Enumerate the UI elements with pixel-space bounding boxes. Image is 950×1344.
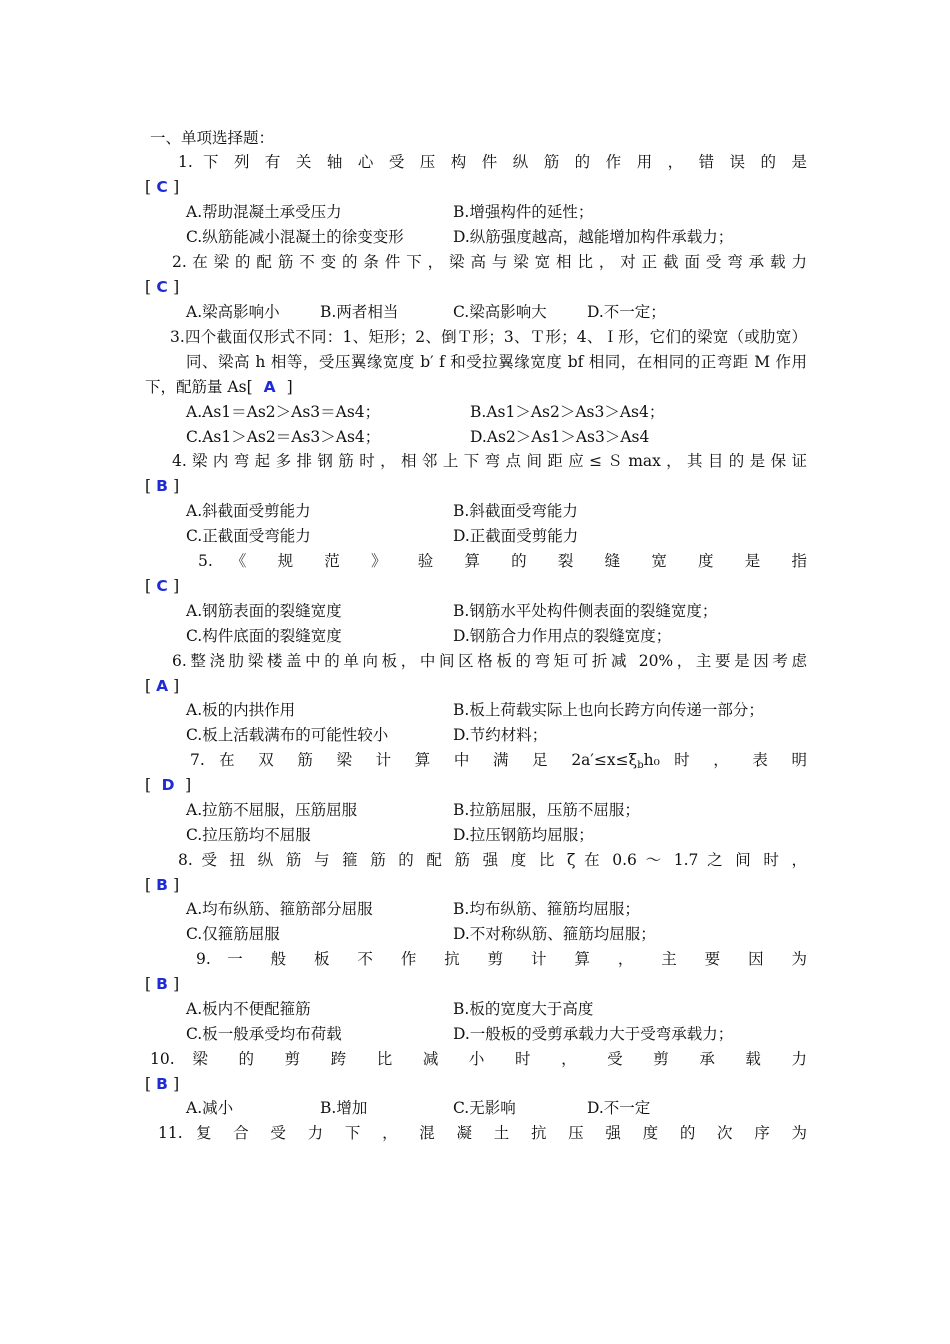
question-7-answer: D: [161, 776, 175, 794]
question-3-option-b: B.As1＞As2＞As3＞As4；: [470, 403, 665, 421]
question-5-answer: C: [156, 577, 168, 595]
bracket-close: ]: [286, 378, 293, 396]
question-9-answer: B: [156, 975, 168, 993]
question-6-option-d: D.节约材料；: [453, 726, 548, 744]
question-5-option-c: C.构件底面的裂缝宽度: [186, 627, 342, 645]
question-8-answer: B: [156, 876, 168, 894]
question-4-answer: B: [156, 477, 168, 495]
bracket-close: ]: [173, 1075, 180, 1093]
question-6-stem: 6.整浇肋梁楼盖中的单向板，中间区格板的弯矩可折减 20%，主要是因考虑: [172, 652, 807, 670]
question-1-option-a: A.帮助混凝土承受压力: [186, 203, 342, 221]
question-7-option-d: D.拉压钢筋均屈服；: [453, 826, 594, 844]
question-5-option-d: D.钢筋合力作用点的裂缝宽度；: [453, 627, 672, 645]
question-3-option-a: A.As1＝As2＞As3＝As4；: [186, 403, 381, 421]
question-3-line-3: [145, 375, 807, 399]
question-10-option-b: B.增加: [320, 1099, 368, 1117]
question-4-option-d: D.正截面受剪能力: [453, 527, 579, 545]
question-2-option-b: B.两者相当: [320, 303, 399, 321]
question-8-option-a: A.均布纵筋、箍筋部分屈服: [186, 900, 373, 918]
question-5-stem: 5. 《 规 范 》 验 算 的 裂 缝 宽 度 是 指: [198, 552, 807, 570]
question-8-stem: 8. 受 扭 纵 筋 与 箍 筋 的 配 筋 强 度 比 ζ 在 0.6 ～ 1.7 之 间 时 ，: [178, 851, 807, 869]
question-4-stem: 4. 梁 内 弯 起 多 排 钢 筋 时 ， 相 邻 上 下 弯 点 间 距 应 ≤ Ｓ max ， 其 目 的 是 保 证: [172, 452, 807, 470]
bracket-open: [: [145, 776, 152, 794]
question-2-option-d: D.不一定；: [587, 303, 666, 321]
question-10-option-d: D.不一定: [587, 1099, 651, 1117]
bracket-open: [: [145, 577, 152, 595]
question-7-stem-sub: b: [637, 760, 644, 771]
bracket-close: ]: [173, 477, 180, 495]
question-7-option-a: A.拉筋不屈服，压筋屈服: [186, 801, 358, 819]
question-3-stem-end: 下，配筋量 As: [145, 378, 247, 396]
question-8-answer-bracket: [145, 873, 807, 897]
question-7-answer-bracket: [145, 773, 807, 797]
question-9-option-b: B.板的宽度大于高度: [453, 1000, 594, 1018]
question-9-stem: 9. 一 般 板 不 作 抗 剪 计 算 ， 主 要 因 为: [196, 950, 807, 968]
bracket-close: ]: [173, 677, 180, 695]
bracket-close: ]: [185, 776, 192, 794]
question-3-option-c: C.As1＞As2＝As3＞As4；: [186, 428, 381, 446]
question-2-answer-bracket: [145, 275, 807, 299]
bracket-open: [: [145, 477, 152, 495]
question-3-line-1: 3.四个截面仅形式不同：1、矩形；2、倒Ｔ形；3、Ｔ形；4、Ｉ形，它们的梁宽（或肋宽）: [170, 328, 807, 346]
question-4-option-c: C.正截面受弯能力: [186, 527, 311, 545]
question-2-answer: C: [156, 278, 168, 296]
bracket-open: [: [145, 278, 152, 296]
bracket-close: ]: [173, 178, 180, 196]
question-4-option-b: B.斜截面受弯能力: [453, 502, 578, 520]
question-10-option-c: C.无影响: [453, 1099, 516, 1117]
question-6-answer-bracket: [145, 674, 807, 698]
bracket-open: [: [246, 378, 253, 396]
question-9-option-c: C.板一般承受均布荷载: [186, 1025, 342, 1043]
question-1-answer-bracket: [145, 175, 807, 199]
question-9-option-a: A.板内不便配箍筋: [186, 1000, 311, 1018]
bracket-close: ]: [173, 876, 180, 894]
question-5-option-a: A.钢筋表面的裂缝宽度: [186, 602, 342, 620]
question-6-option-c: C.板上活载满布的可能性较小: [186, 726, 389, 744]
question-11-stem: 11. 复 合 受 力 下 ， 混 凝 土 抗 压 强 度 的 次 序 为: [158, 1124, 807, 1142]
bracket-open: [: [145, 178, 152, 196]
question-5-answer-bracket: [145, 574, 807, 598]
question-4-answer-bracket: [145, 474, 807, 498]
bracket-open: [: [145, 975, 152, 993]
question-10-stem: 10. 梁 的 剪 跨 比 减 小 时 ， 受 剪 承 载 力: [150, 1050, 807, 1068]
question-10-option-a: A.减小: [186, 1099, 234, 1117]
question-6-option-a: A.板的内拱作用: [186, 701, 296, 719]
question-8-option-d: D.不对称纵筋、箍筋均屈服；: [453, 925, 656, 943]
question-3-answer: A: [263, 378, 276, 396]
question-7-option-c: C.拉压筋均不屈服: [186, 826, 311, 844]
question-2-stem: 2. 在 梁 的 配 筋 不 变 的 条 件 下 ， 梁 高 与 梁 宽 相 比 ， 对 正 截 面 受 弯 承 载 力: [172, 253, 807, 271]
bracket-open: [: [145, 1075, 152, 1093]
question-6-answer: A: [156, 677, 169, 695]
question-1-option-c: C.纵筋能减小混凝土的徐变变形: [186, 228, 404, 246]
question-8-option-c: C.仅箍筋屈服: [186, 925, 280, 943]
question-1-answer: C: [156, 178, 168, 196]
question-1-option-b: B.增强构件的延性；: [453, 203, 594, 221]
question-7-option-b: B.拉筋屈服，压筋不屈服；: [453, 801, 640, 819]
bracket-close: ]: [173, 577, 180, 595]
bracket-close: ]: [173, 975, 180, 993]
bracket-close: ]: [173, 278, 180, 296]
section-title: 一、单项选择题：: [150, 129, 275, 147]
question-9-answer-bracket: [145, 972, 807, 996]
question-7-stem-pre: 7. 在 双 筋 梁 计 算 中 满 足 2a′≤x≤ξ: [190, 751, 638, 769]
bracket-open: [: [145, 876, 152, 894]
question-8-option-b: B.均布纵筋、箍筋均屈服；: [453, 900, 640, 918]
question-3-line-2: 同、梁高 h 相等，受压翼缘宽度 b′ f 和受拉翼缘宽度 bf 相同，在相同的正弯距 M 作用: [186, 353, 807, 371]
question-3-option-d: D.As2＞As1＞As3＞As4: [470, 428, 650, 446]
question-10-answer: B: [156, 1075, 168, 1093]
question-4-option-a: A.斜截面受剪能力: [186, 502, 311, 520]
question-1-option-d: D.纵筋强度越高，越能增加构件承载力；: [453, 228, 734, 246]
question-7-stem: [190, 748, 807, 772]
question-1-stem: 1. 下 列 有 关 轴 心 受 压 构 件 纵 筋 的 作 用 ， 错 误 的 是: [178, 153, 807, 171]
bracket-open: [: [145, 677, 152, 695]
question-5-option-b: B.钢筋水平处构件侧表面的裂缝宽度；: [453, 602, 718, 620]
question-7-stem-post: h₀ 时 ， 表 明: [643, 751, 807, 769]
question-9-option-d: D.一般板的受剪承载力大于受弯承载力；: [453, 1025, 734, 1043]
question-10-answer-bracket: [145, 1072, 807, 1096]
question-2-option-a: A.梁高影响小: [186, 303, 280, 321]
question-2-option-c: C.梁高影响大: [453, 303, 547, 321]
question-6-option-b: B.板上荷载实际上也向长跨方向传递一部分；: [453, 701, 764, 719]
